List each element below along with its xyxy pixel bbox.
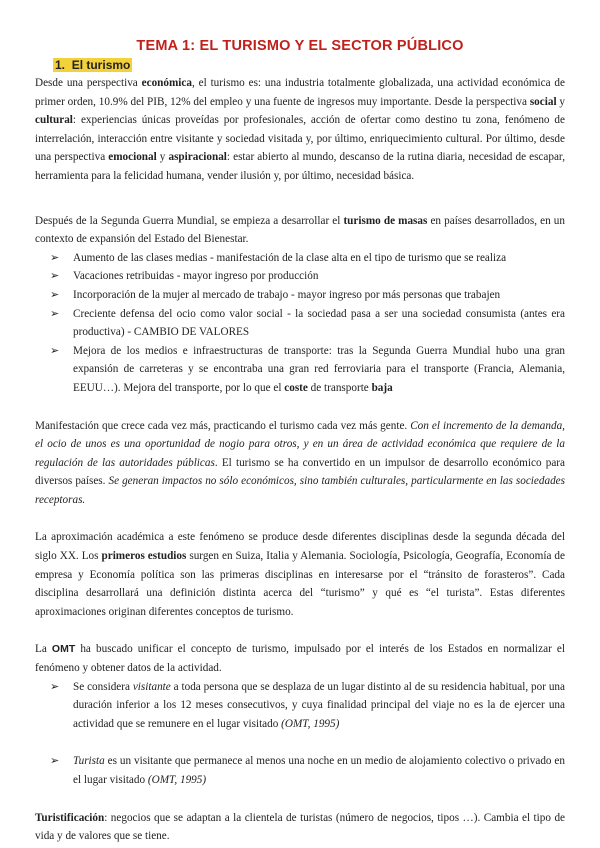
list-item: ➢ Se considera visitante a toda persona que se desplaza de un lugar distinto al de su residencia habitual, por una duración inferior a los 12 meses consecutivos, y cuya finalidad principal del viaje no es la de ejercer una actividad que se remunere en el lugar visitado (OMT, 1995) [50,679,565,730]
paragraph-growth: Manifestación que crece cada vez más, practicando el turismo cada vez más gente. Con el incremento de la demanda, el ocio de unos es una oportunidad de nogio para otros, y en un área de actividad económica que requiere de la regulación de las autoridades públicas. El turismo se ha convertido en un impulsor de desarrollo económico para diversos países. Se generan impactos no sólo económicos, sino también culturales, particularmente en las sociedades receptoras. [35,419,565,506]
arrow-bullet-icon: ➢ [50,250,60,264]
paragraph-turistificacion: Turistificación: negocios que se adaptan a la clientela de turistas (número de negocios, tipos …). Cambia el tipo de vida y de valores que se tiene. [35,811,565,843]
causes-list [35,249,565,398]
list-item: ➢ Creciente defensa del ocio como valor social - la sociedad pasa a ser una sociedad consumista (antes era productiva) - CAMBIO DE VALORES [50,306,565,339]
arrow-bullet-icon: ➢ [50,343,60,357]
list-item: ➢ Incorporación de la mujer al mercado de trabajo - mayor ingreso por más personas que trabajen [35,286,565,305]
paragraph-perspectives: Desde una perspectiva económica, el turismo es: una industria totalmente globalizada, una actividad económica de primer orden, 10.9% del PIB, 12% del empleo y una fuente de ingresos muy importante. Desde la perspectiva social y cultural: experiencias únicas proveídas por profesionales, acción de ofertar como destino tu zona, fenómeno de interrelación, interacción entre visitante y sociedad visitada y, por último, enriquecimiento cultural. Por último, desde una perspectiva emocional y aspiracional: estar abierto al mundo, descanso de la rutina diaria, necesidad de escapar, herramienta para la felicidad humana, vender ilusión y, por último, necesidad básica. [35,77,565,182]
section-highlight [53,58,132,72]
arrow-bullet-icon: ➢ [50,754,60,768]
list-item: ➢ Vacaciones retribuidas - mayor ingreso por producción [35,267,565,286]
spacer [35,186,565,212]
arrow-bullet-icon: ➢ [50,306,60,320]
arrow-bullet-icon: ➢ [50,269,60,283]
spacer [35,621,565,640]
section-label: El turismo [71,58,131,72]
arrow-bullet-icon: ➢ [50,679,60,693]
spacer [35,790,565,809]
spacer [35,398,565,417]
list-item: ➢ Turista es un visitante que permanece al menos una noche en un medio de alojamiento colectivo o privado en el lugar visitado (OMT, 1995) [50,754,565,786]
paragraph-academic: La aproximación académica a este fenómeno se produce desde diferentes disciplinas desde la segunda década del siglo XX. Los primeros estudios surgen en Suiza, Italia y Alemania. Sociología, Psicología, Geografía, Economía de empresa y Economía política son las primeras disciplinas en interesarse por el “tránsito de forasteros”. Cada disciplina desarrollará una definición distinta acerca del “turismo” y qué es “el turista”. Estas diferentes aproximaciones originan diferentes conceptos de turismo. [35,531,565,618]
arrow-bullet-icon: ➢ [50,287,60,301]
page-title: TEMA 1: EL TURISMO Y EL SECTOR PÚBLICO [136,38,464,54]
list-item: ➢ Aumento de las clases medias - manifestación de la clase alta en el tipo de turismo que se realiza [35,249,565,268]
section-number: 1. [55,58,66,72]
document-page [35,30,565,846]
spacer [35,509,565,528]
definitions-list [35,678,565,790]
paragraph-omt: La OMT ha buscado unificar el concepto de turismo, impulsado por el interés de los Estados en normalizar el fenómeno y obtener datos de la actividad. [35,643,565,675]
list-item: ➢ Mejora de los medios e infraestructuras de transporte: tras la Segunda Guerra Mundial hubo una gran expansión de carreteras y se encontraba una gran red ferroviaria para el transporte (Francia, Alemania, EEUU…). Mejora del transporte, por lo que el coste de transporte baja [50,343,565,394]
paragraph-mass-tourism: Después de la Segunda Guerra Mundial, se empieza a desarrollar el turismo de masas en países desarrollados, en un contexto de expansión del Estado del Bienestar. [35,214,565,246]
section-heading [53,58,565,72]
